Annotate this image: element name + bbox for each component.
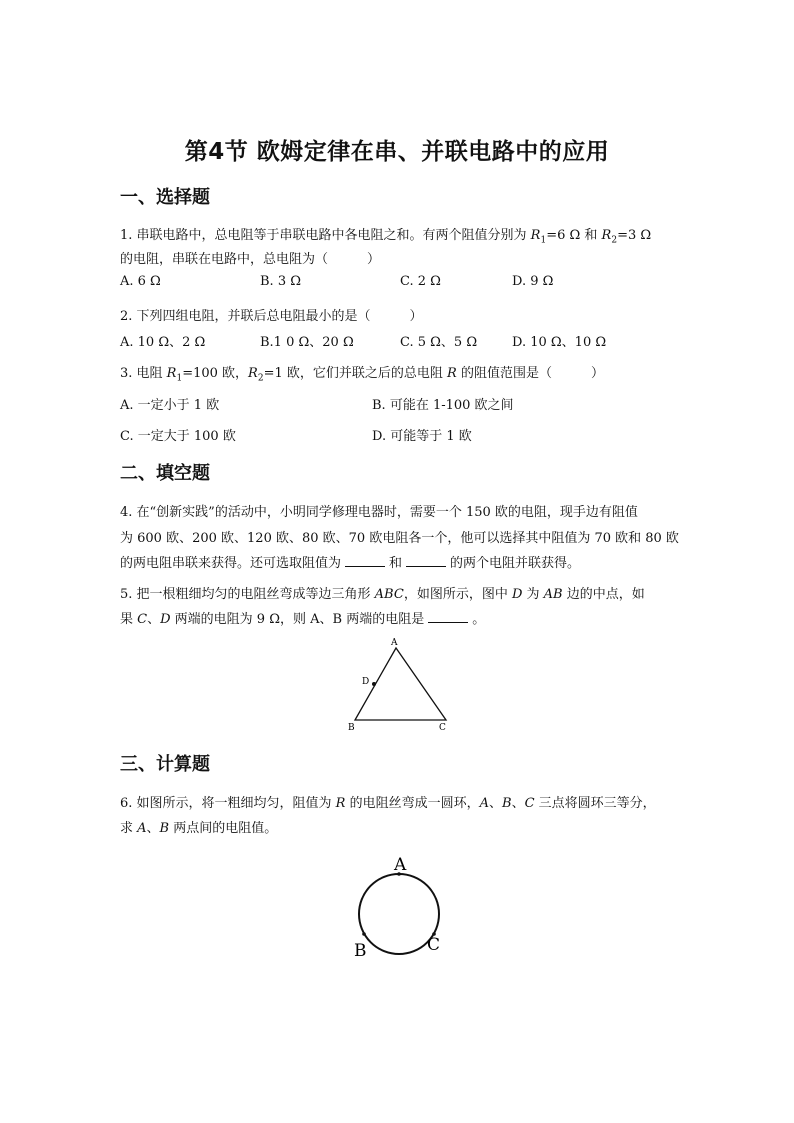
- q3-option-d: D. 可能等于 1 欧: [372, 429, 472, 444]
- section-heading-choice: 一、选择题: [120, 187, 210, 208]
- q1-option-c: C. 2 Ω: [400, 274, 441, 289]
- q5-answer-blank[interactable]: [428, 611, 468, 623]
- q4-text-line2: 为 600 欧、200 欧、120 欧、80 欧、70 欧电阻各一个，他可以选择其中阻值为 70 欧和 80 欧: [120, 531, 679, 546]
- q4-answer-blank-2[interactable]: [406, 555, 446, 567]
- section-heading-calc: 三、计算题: [120, 754, 210, 775]
- q1-text-line2: 的电阻，串联在电路中，总电阻为（ ）: [120, 252, 381, 267]
- q4-text-line3: 的两电阻串联来获得。还可选取阻值为 和 的两个电阻并联获得。: [120, 556, 581, 571]
- q2-option-a: A. 10 Ω、2 Ω: [120, 335, 206, 350]
- ring-label-b: B: [354, 941, 367, 961]
- q2-text: 2. 下列四组电阻，并联后总电阻最小的是（ ）: [120, 309, 423, 324]
- q5-text-line2: 果 C、D 两端的电阻为 9 Ω，则 A、B 两端的电阻是 。: [120, 612, 486, 627]
- section-heading-fill: 二、填空题: [120, 463, 210, 484]
- page-title: 第4节 欧姆定律在串、并联电路中的应用: [184, 139, 610, 165]
- q2-option-b: B.1 0 Ω、20 Ω: [260, 335, 354, 350]
- q3-option-a: A. 一定小于 1 欧: [120, 398, 220, 413]
- triangle-figure: [340, 632, 460, 736]
- q2-option-c: C. 5 Ω、5 Ω: [400, 335, 478, 350]
- q4-answer-blank-1[interactable]: [345, 555, 385, 567]
- point-d-dot: [372, 682, 376, 686]
- q4-text-line1: 4. 在“创新实践”的活动中，小明同学修理电器时，需要一个 150 欧的电阻，现手边有阻值: [120, 505, 638, 520]
- q6-text-line1: 6. 如图所示，将一粗细均匀，阻值为 R 的电阻丝弯成一圆环，A、B、C 三点将圆环三等分，: [120, 796, 656, 811]
- q5-text-line1: 5. 把一根粗细均匀的电阻丝弯成等边三角形 ABC，如图所示，图中 D 为 AB 边的中点，如: [120, 587, 645, 602]
- q3-option-c: C. 一定大于 100 欧: [120, 429, 236, 444]
- triangle-label-a: A: [391, 638, 398, 648]
- q1-option-a: A. 6 Ω: [120, 274, 161, 289]
- ring-figure: [340, 848, 460, 964]
- ring-label-a: A: [394, 855, 407, 875]
- q3-option-b: B. 可能在 1-100 欧之间: [372, 398, 514, 413]
- q3-text: 3. 电阻 $R_1=100$ 欧，$R_2=1$ 欧，它们并联之后的总电阻 R 的阻值范围是（ ）: [120, 366, 604, 384]
- q1-text-line1: 1. 串联电路中，总电阻等于串联电路中各电阻之和。有两个阻值分别为 $R_1=6$ Ω 和 $R_2=3$ Ω: [120, 228, 652, 246]
- point-b-dot: [362, 932, 366, 936]
- ring-label-c: C: [427, 935, 441, 955]
- q1-option-d: D. 9 Ω: [512, 274, 554, 289]
- q2-option-d: D. 10 Ω、10 Ω: [512, 335, 607, 350]
- q1-option-b: B. 3 Ω: [260, 274, 301, 289]
- triangle-label-b: B: [348, 723, 355, 733]
- triangle-label-c: C: [439, 723, 446, 733]
- q6-text-line2: 求 A、B 两点间的电阻值。: [120, 821, 278, 836]
- triangle-label-d: D: [362, 677, 370, 687]
